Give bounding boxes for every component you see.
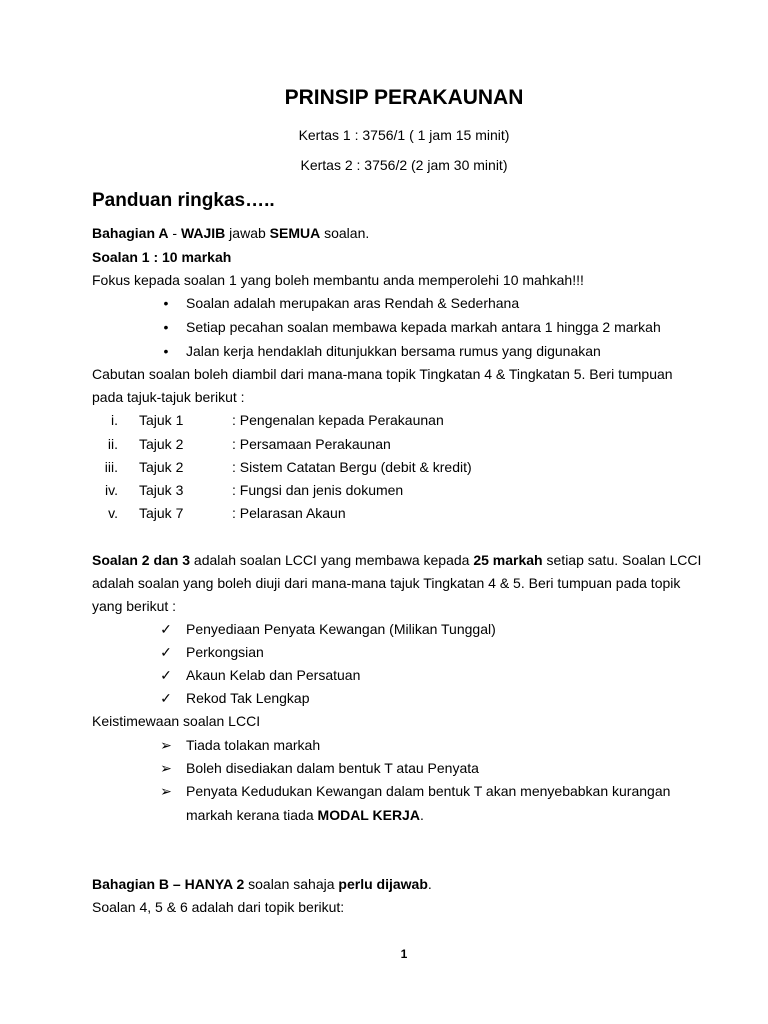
check-icon: ✓ bbox=[160, 644, 172, 660]
q1-intro-line1: Cabutan soalan boleh diambil dari mana-mana topik Tingkatan 4 & Tingkatan 5. Beri tumpuan bbox=[92, 366, 673, 382]
bullet-dot-icon: • bbox=[163, 343, 169, 359]
guide-heading: Panduan ringkas….. bbox=[92, 190, 275, 211]
section-a-tail: soalan. bbox=[320, 225, 370, 241]
section-b-line2: Soalan 4, 5 & 6 adalah dari topik berikut: bbox=[92, 899, 345, 915]
paper-1-info: Kertas 1 : 3756/1 ( 1 jam 15 minit) bbox=[298, 127, 510, 143]
bullet-dot-icon: • bbox=[163, 295, 169, 311]
arrow-right-icon: ➢ bbox=[160, 760, 172, 776]
section-a-jawab: jawab bbox=[225, 225, 270, 241]
topic-row: v. Tajuk 7 : Pelarasan Akaun bbox=[108, 505, 346, 521]
q23-line3: yang berikut : bbox=[92, 598, 177, 614]
topic-row: i. Tajuk 1 : Pengenalan kepada Perakaunan bbox=[111, 412, 444, 428]
page-number: 1 bbox=[400, 947, 408, 961]
list-item: • Jalan kerja hendaklah ditunjukkan bersama rumus yang digunakan bbox=[159, 343, 601, 359]
q1-focus: Fokus kepada soalan 1 yang boleh membantu anda memperolehi 10 mahkah!!! bbox=[92, 272, 584, 288]
list-item: • Setiap pecahan soalan membawa kepada markah antara 1 hingga 2 markah bbox=[159, 319, 661, 335]
bullet-dot-icon: • bbox=[163, 319, 169, 335]
arrow-right-icon: ➢ bbox=[160, 783, 172, 799]
list-item: ➢ Tiada tolakan markah bbox=[160, 737, 321, 753]
arrow-right-icon: ➢ bbox=[160, 737, 172, 753]
section-b-line: Bahagian B – HANYA 2 soalan sahaja perlu dijawab. bbox=[92, 876, 432, 892]
page-title: PRINSIP PERAKAUNAN bbox=[284, 86, 524, 109]
section-a-dash: - bbox=[168, 225, 181, 241]
list-item: ➢ Boleh disediakan dalam bentuk T atau Penyata bbox=[160, 760, 479, 776]
check-icon: ✓ bbox=[160, 621, 172, 637]
list-item-continuation: markah kerana tiada MODAL KERJA. bbox=[186, 807, 424, 823]
list-item: ✓ Akaun Kelab dan Persatuan bbox=[160, 667, 361, 683]
topic-row: iii. Tajuk 2 : Sistem Catatan Bergu (debit & kredit) bbox=[104, 459, 472, 475]
list-item: • Soalan adalah merupakan aras Rendah & Sederhana bbox=[159, 295, 519, 311]
q1-heading: Soalan 1 : 10 markah bbox=[92, 249, 232, 265]
q23-line1: Soalan 2 dan 3 adalah soalan LCCI yang membawa kepada 25 markah setiap satu. Soalan LCCI bbox=[92, 552, 702, 568]
list-item: ✓ Rekod Tak Lengkap bbox=[160, 690, 310, 706]
list-item: ✓ Penyediaan Penyata Kewangan (Milikan Tunggal) bbox=[160, 621, 496, 637]
topic-row: ii. Tajuk 2 : Persamaan Perakaunan bbox=[107, 436, 391, 452]
section-a-line bbox=[92, 225, 369, 241]
check-icon: ✓ bbox=[160, 667, 172, 683]
lcci-special-heading: Keistimewaan soalan LCCI bbox=[92, 713, 261, 729]
list-item: ✓ Perkongsian bbox=[160, 644, 264, 660]
section-a-label: Bahagian A bbox=[92, 225, 169, 241]
q1-intro-line2: pada tajuk-tajuk berikut : bbox=[92, 389, 245, 405]
check-icon: ✓ bbox=[160, 690, 172, 706]
section-a-wajib: WAJIB bbox=[180, 225, 226, 241]
q23-line2: adalah soalan yang boleh diuji dari mana-mana tajuk Tingkatan 4 & 5. Beri tumpuan pada topik bbox=[92, 575, 681, 591]
topic-row: iv. Tajuk 3 : Fungsi dan jenis dokumen bbox=[105, 482, 404, 498]
list-item: ➢ Penyata Kedudukan Kewangan dalam bentuk T akan menyebabkan kurangan bbox=[160, 783, 671, 799]
paper-2-info: Kertas 2 : 3756/2 (2 jam 30 minit) bbox=[300, 157, 508, 173]
section-a-semua: SEMUA bbox=[269, 225, 321, 241]
